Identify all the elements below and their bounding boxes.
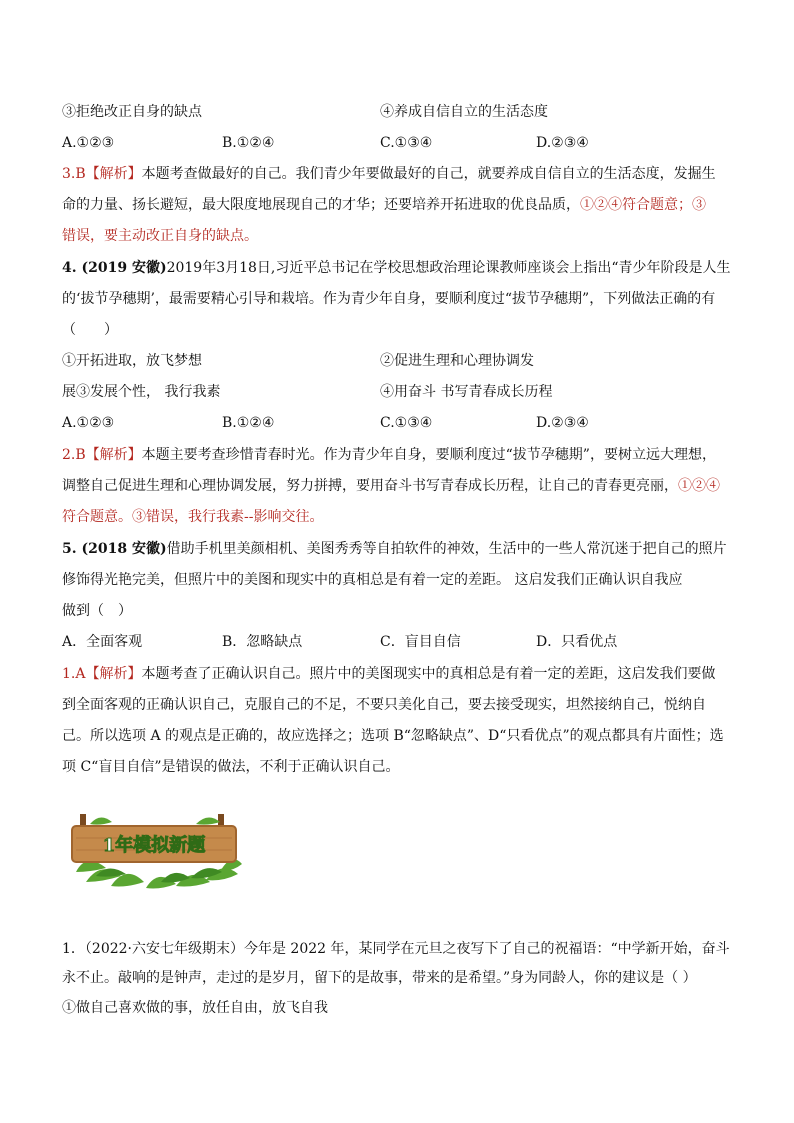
q3-choice-b: B.①②④ [222,135,275,151]
q4-number: 4. (2019 安徽) [62,260,167,276]
q3-analysis-text-1: 本题考查做最好的自己。我们青少年要做最好的自己，就要养成自信自立的生活态度，发掘生 [141,166,716,182]
q4-choice-a: A.①②③ [62,415,115,431]
q4-option-4: ④用奋斗 书写青春成长历程 [380,384,553,400]
q3-analysis-red-2: ①②④符合题意；③ [580,197,706,213]
q4-analysis-tag: 2.B【解析】 [62,447,142,463]
q4-choice-c: C.①③④ [380,415,433,431]
q4-analysis-red-2: ①②④ [678,478,720,494]
q6-stem-line-1: 1．（2022·六安七年级期末）今年是 2022 年，某同学在元旦之夜写下了自己的祝福语：“中学新开始，奋斗 [62,941,730,957]
q5-choice-c: C．盲目自信 [380,634,461,650]
q4-option-3: 展③发展个性， 我行我素 [62,384,221,400]
q6-option-1: ①做自己喜欢做的事，放任自由，放飞自我 [62,1000,328,1016]
wooden-sign-icon [66,812,244,890]
q4-analysis-line-1 [62,445,716,465]
q4-stem-line-3: （ ） [62,322,118,338]
q5-choice-a: A．全面客观 [62,634,143,650]
q5-analysis-line-4: 项 C“盲目自信”是错误的做法，不利于正确认识自己。 [62,759,400,775]
q3-analysis-line-2 [62,195,706,215]
q5-analysis-tag: 1.A【解析】 [62,666,142,682]
q5-stem-line-3: 做到（ ） [62,603,132,619]
section-banner [66,812,244,890]
q5-analysis-line-2: 到全面客观的正确认识自己，克服自己的不足，不要只美化自己，要去接受现实，坦然接纳自己，悦纳自 [62,697,706,713]
q5-stem-line-1 [62,539,727,559]
q3-choice-d: D.②③④ [536,135,589,151]
q3-option-4: ④养成自信自立的生活态度 [380,104,548,120]
q4-analysis-line-3: 符合题意。③错误，我行我素--影响交往。 [62,509,324,525]
q5-choice-b: B．忽略缺点 [222,634,303,650]
q3-analysis-line-3: 错误，要主动改正自身的缺点。 [62,228,258,244]
q4-stem-text-1: 2019年3月18日,习近平总书记在学校思想政治理论课教师座谈会上指出“青少年阶段是人生 [166,260,731,276]
q4-analysis-text-1: 本题主要考查珍惜青春时光。作为青少年自身，要顺利度过“拔节孕穗期”，要树立远大理想， [141,447,716,463]
q4-analysis-line-2 [62,476,720,496]
q4-choice-b: B.①②④ [222,415,275,431]
q4-choice-d: D.②③④ [536,415,589,431]
q3-choice-c: C.①③④ [380,135,433,151]
q5-number: 5. (2018 安徽) [62,541,167,557]
q4-analysis-text-2: 调整自己促进生理和心理协调发展，努力拼搏，要用奋斗书写青春成长历程，让自己的青春更亮丽， [62,478,678,494]
q5-choice-d: D．只看优点 [536,634,618,650]
q3-analysis-tag: 3.B【解析】 [62,166,142,182]
q5-analysis-line-1 [62,664,715,684]
q4-option-2: ②促进生理和心理协调发 [380,353,534,369]
q5-stem-text-1: 借助手机里美颜相机、美图秀秀等自拍软件的神效，生活中的一些人常沉迷于把自己的照片 [166,541,727,557]
q3-choice-a: A.①②③ [62,135,115,151]
section-banner-text: 1年模拟新题 [102,835,206,856]
q5-stem-line-2: 修饰得光艳完美，但照片中的美图和现实中的真相总是有着一定的差距。 这启发我们正确认识自我应 [62,572,683,588]
q4-stem-line-2: 的‘拔节孕穗期’，最需要精心引导和栽培。作为青少年自身，要顺利度过“拔节孕穗期”，下列做法正确的有 [62,291,716,307]
q3-option-3: ③拒绝改正自身的缺点 [62,104,202,120]
q3-analysis-text-2: 命的力量、扬长避短，最大限度地展现自己的才华；还要培养开拓进取的优良品质， [62,197,580,213]
q4-option-1: ①开拓进取，放飞梦想 [62,353,202,369]
q6-stem-line-2: 永不止。敲响的是钟声，走过的是岁月，留下的是故事，带来的是希望。”身为同龄人，你的建议是（ ） [62,970,697,986]
q5-analysis-line-3: 己。所以选项 A 的观点是正确的，故应选择之；选项 B“忽略缺点”、D“只看优点”的观点都具有片面性；选 [62,728,724,744]
q4-stem-line-1 [62,258,731,278]
q3-analysis-line-1 [62,164,716,184]
q5-analysis-text-1: 本题考查了正确认识自己。照片中的美图现实中的真相总是有着一定的差距，这启发我们要做 [141,666,716,682]
